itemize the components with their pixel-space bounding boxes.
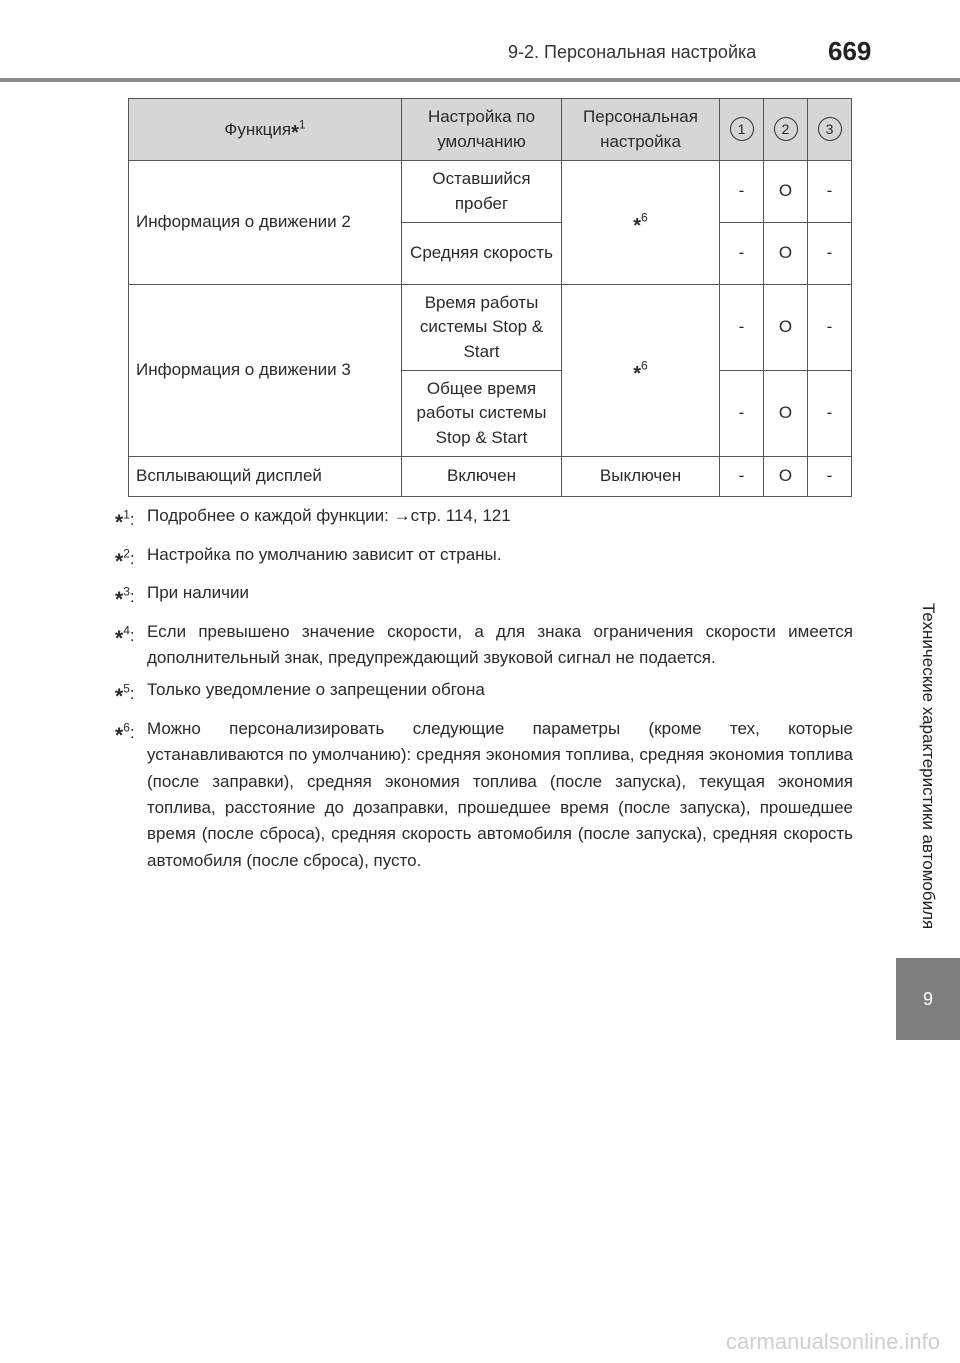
footnote-marker: *$^4$: — [115, 622, 135, 650]
footnote — [115, 580, 853, 613]
footnote — [115, 677, 853, 710]
header-col-1 — [720, 99, 764, 161]
mark-cell: O — [764, 285, 808, 371]
mark-cell: - — [808, 371, 852, 457]
mark-cell: - — [720, 457, 764, 497]
mark-cell: O — [764, 371, 808, 457]
default-cell: Включен — [402, 457, 562, 497]
function-cell: Информация о движении 3 — [129, 285, 402, 457]
footnotes — [115, 503, 853, 880]
footnote-marker: *$^1$: — [115, 507, 135, 534]
circled-1-icon: 1 — [730, 117, 754, 141]
mark-cell: - — [808, 285, 852, 371]
circled-2-icon: 2 — [774, 117, 798, 141]
footnote-marker: *$^5$: — [115, 681, 135, 709]
chapter-title: Технические характеристики автомобиля — [919, 602, 938, 930]
footnote-text: Если превышено значение скорости, а для знака ограничения скорости имеется дополнительный знак, предупреждающий звуковой сигнал не подается. — [147, 621, 853, 667]
header-function: Функция*$^1$ — [129, 99, 402, 161]
footnote-text: Подробнее о каждой функции: →стр. 114, 121 — [147, 506, 511, 525]
table-row — [129, 161, 852, 223]
footnote — [115, 716, 853, 874]
footnote-text: Можно персонализировать следующие параметры (кроме тех, которые устанавливаются по умолчанию): средняя экономия топлива, средняя экономия топлива (после заправки), средняя экономия топлива (после запуска), текущая экономия топлива, расстояние до дозаправки, прошедшее время (после запуска), прошедшее время (после сброса), средняя скорость автомобиля (после запуска), средняя скорость автомобиля (после сброса), пусто. — [147, 718, 853, 870]
chapter-number-block — [896, 958, 960, 1040]
mark-cell: - — [808, 223, 852, 285]
default-cell: Время работы системы Stop & Start — [402, 285, 562, 371]
function-cell: Информация о движении 2 — [129, 161, 402, 285]
footnote-text: Настройка по умолчанию зависит от страны. — [147, 544, 502, 564]
mark-cell: O — [764, 223, 808, 285]
mark-cell: - — [720, 371, 764, 457]
footnote — [115, 503, 853, 536]
page-number: 669 — [828, 36, 872, 66]
default-cell: Оставшийся пробег — [402, 161, 562, 223]
footnote-marker: *$^3$: — [115, 584, 135, 612]
personal-cell: Выключен — [562, 457, 720, 497]
header-col-3 — [808, 99, 852, 161]
mark-cell: - — [720, 161, 764, 223]
mark-cell: - — [720, 285, 764, 371]
footnote-text: Только уведомление о запрещении обгона — [147, 680, 485, 700]
circled-3-icon: 3 — [818, 117, 842, 141]
header-default: Настройка по умолчанию — [402, 99, 562, 161]
settings-table — [128, 98, 852, 497]
mark-cell: - — [720, 223, 764, 285]
table-header-row — [129, 99, 852, 161]
header-divider — [0, 78, 960, 82]
personal-cell: *$^6$ — [562, 285, 720, 457]
section-title: 9-2. Персональная настройка — [508, 42, 757, 62]
personal-cell: *$^6$ — [562, 161, 720, 285]
footnote — [115, 619, 853, 672]
footnote-marker: *$^6$: — [115, 720, 135, 747]
mark-cell: O — [764, 457, 808, 497]
table-row — [129, 457, 852, 497]
chapter-number: 9 — [922, 988, 933, 1009]
footnote-text: При наличии — [147, 583, 249, 603]
footnote — [115, 542, 853, 575]
mark-cell: O — [764, 161, 808, 223]
default-cell: Общее время работы системы Stop & Start — [402, 371, 562, 457]
function-cell: Всплывающий дисплей — [129, 457, 402, 497]
chapter-side-tab — [896, 576, 960, 956]
mark-cell: - — [808, 457, 852, 497]
watermark: carmanualsonline.info — [725, 1329, 940, 1354]
footnote-marker: *$^2$: — [115, 545, 135, 573]
table-row — [129, 285, 852, 371]
header-col-2 — [764, 99, 808, 161]
mark-cell: - — [808, 161, 852, 223]
default-cell: Средняя скорость — [402, 223, 562, 285]
header-personal: Персональная настройка — [562, 99, 720, 161]
